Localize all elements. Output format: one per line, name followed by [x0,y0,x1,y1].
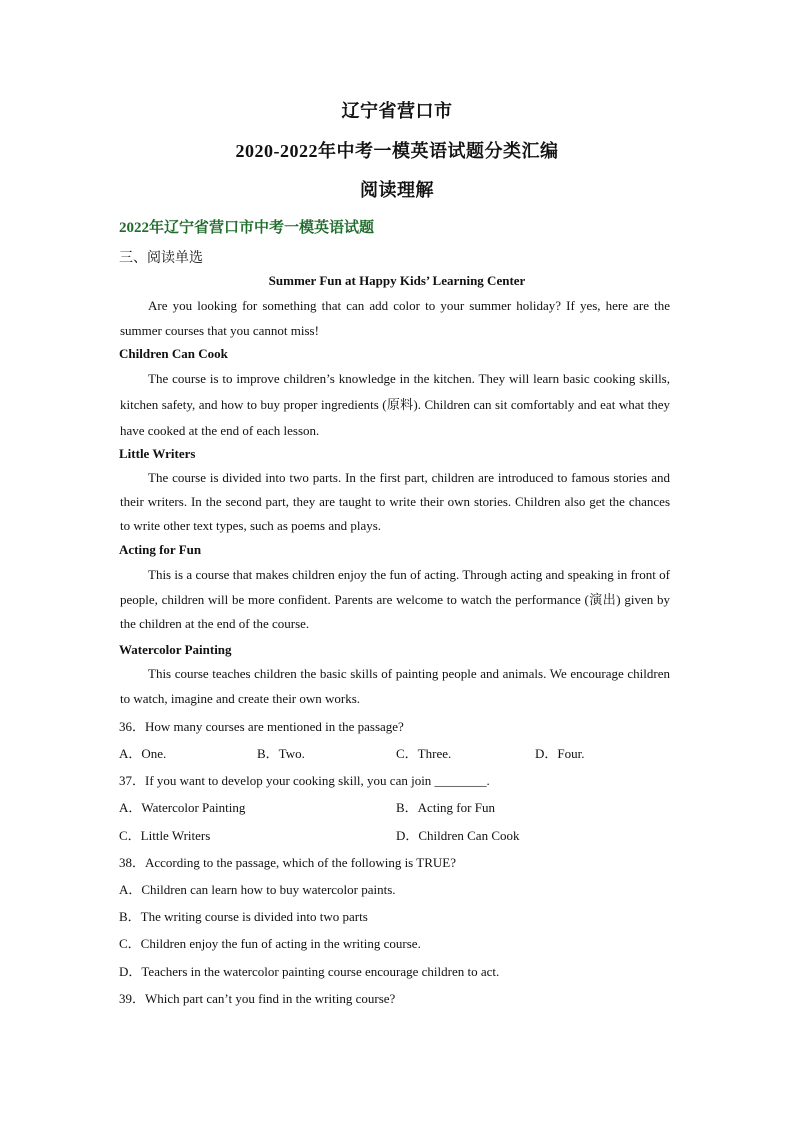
doc-title-topic: 阅读理解 [360,180,434,200]
question-38: 38．According to the passage, which of the following is TRUE? [119,855,456,870]
question-39: 39．Which part can’t you find in the writing course? [119,991,396,1006]
question-36: 36．How many courses are mentioned in the passage? [119,719,404,734]
section-heading: 2022年辽宁省营口市中考一模英语试题 [119,220,375,236]
q36-option-d: D．Four. [535,746,585,761]
q38-option-a: A．Children can learn how to buy watercolor paints. [119,882,396,897]
passage-title: Summer Fun at Happy Kids’ Learning Center [268,273,526,288]
q38-option-d: D．Teachers in the watercolor painting course encourage children to act. [119,964,500,979]
course-text-writers: The course is divided into two parts. In the first part, children are introduced to famous stories and their writers. In the second part, they are taught to write their own stories. Children also get the chances to write other text types, such as poems and plays. [120,470,670,533]
q36-option-b: B．Two. [257,746,305,761]
q36-option-a: A．One. [119,746,167,761]
question-37: 37．If you want to develop your cooking skill, you can join ________. [119,773,490,788]
course-text-cook: The course is to improve children’s knowledge in the kitchen. They will learn basic cooking skills, kitchen safety, and how to buy proper ingredients (原料). Children can sit comfortably and eat what they have cooked at the end of each lesson. [120,371,670,438]
course-name-writers: Little Writers [119,446,196,461]
q38-option-b: B．The writing course is divided into two parts [119,909,368,924]
course-name-cook: Children Can Cook [119,346,228,361]
course-name-painting: Watercolor Painting [119,642,232,657]
course-text-painting: This course teaches children the basic skills of painting people and animals. We encourage children to watch, imagine and create their own works. [120,666,670,706]
passage-intro: Are you looking for something that can add color to your summer holiday? If yes, here are the summer courses that you cannot miss! [120,298,670,338]
doc-title-series: 2020-2022年中考一模英语试题分类汇编 [235,141,559,161]
q37-option-b: B．Acting for Fun [396,800,495,815]
part-heading: 三、阅读单选 [119,251,203,266]
q37-option-a: A．Watercolor Painting [119,800,246,815]
q37-option-d: D．Children Can Cook [396,828,520,843]
course-name-acting: Acting for Fun [119,542,202,557]
doc-title-region: 辽宁省营口市 [341,101,453,121]
q36-option-c: C．Three. [396,746,452,761]
course-text-acting: This is a course that makes children enjoy the fun of acting. Through acting and speaking in front of people, children will be more confident. Parents are welcome to watch the performance (演出) given by the children at the end of the course. [120,567,670,632]
q38-option-c: C．Children enjoy the fun of acting in the writing course. [119,936,421,951]
q37-option-c: C．Little Writers [119,828,211,843]
